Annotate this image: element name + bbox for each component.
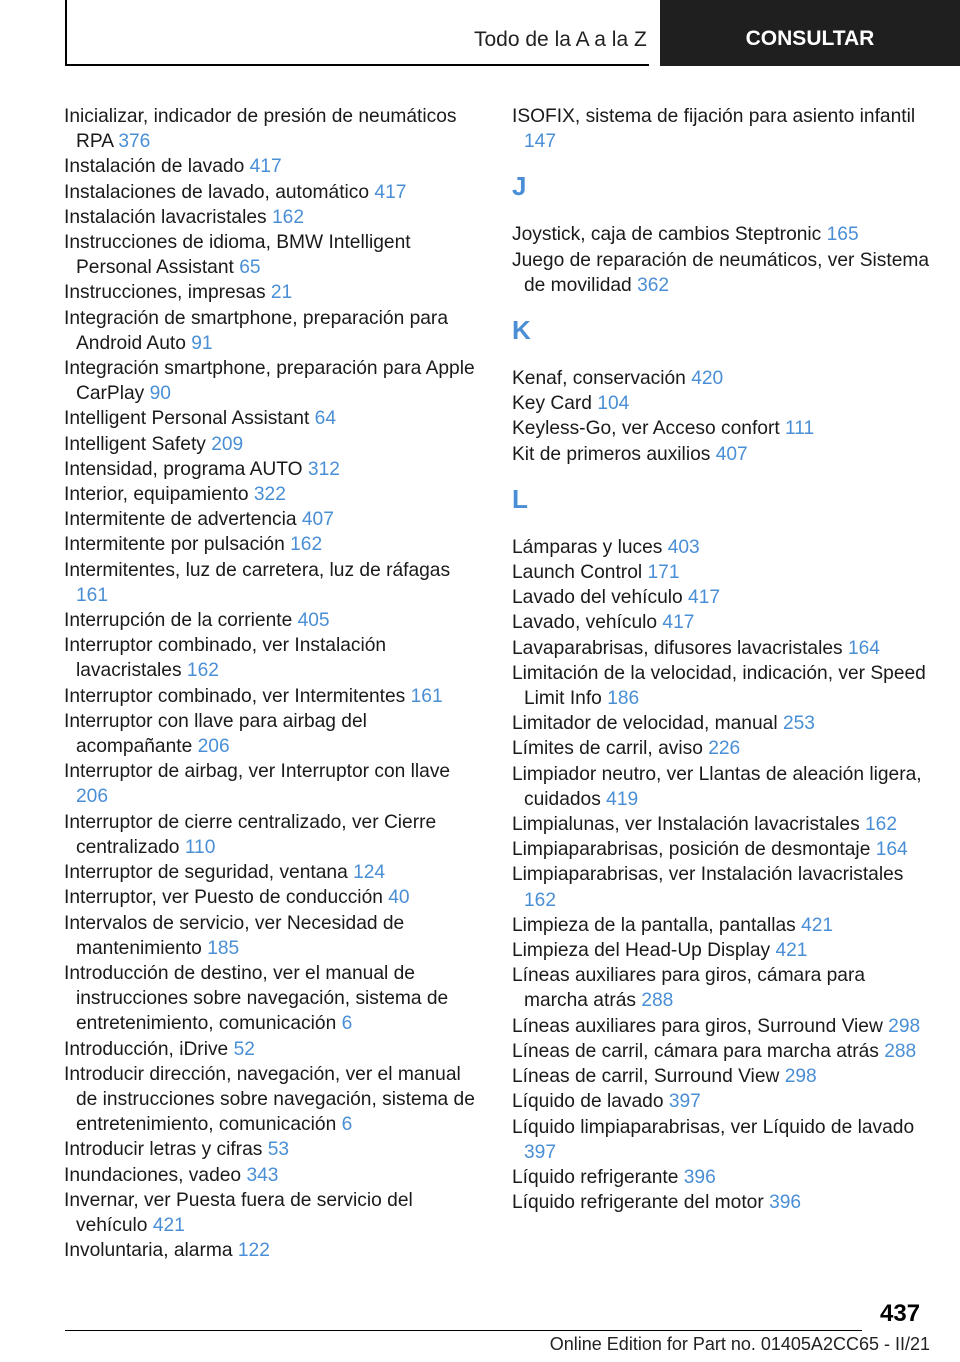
entry-text: Interrupción de la corriente (64, 610, 293, 632)
index-entry (512, 762, 932, 812)
page-link[interactable]: 162 (271, 206, 304, 228)
page-link[interactable]: 396 (769, 1192, 802, 1214)
section-letter: L (512, 483, 528, 514)
page-link[interactable]: 397 (524, 1141, 557, 1163)
index-entry (512, 222, 932, 247)
index-entry (512, 963, 932, 1013)
page-link[interactable]: 6 (341, 1013, 353, 1035)
entry-text: Intervalos de servicio, ver Necesidad de mantenimiento (64, 912, 405, 959)
index-entry (512, 560, 932, 585)
entry-text: Involuntaria, alarma (64, 1240, 233, 1262)
page-link[interactable]: 21 (270, 282, 293, 304)
page-number: 437 (880, 1300, 921, 1327)
entry-text: ISOFIX, sistema de fijación para asiento infantil (512, 106, 916, 127)
page-link[interactable]: 417 (688, 587, 721, 609)
entry-text: Intermitente por pulsación (64, 534, 285, 556)
index-entry (64, 205, 484, 230)
index-entry (64, 1062, 484, 1138)
index-entry (512, 535, 932, 560)
entry-text: Launch Control (512, 562, 643, 584)
page-link[interactable]: 288 (641, 990, 674, 1012)
index-entry (64, 180, 484, 205)
index-entry (64, 432, 484, 457)
entry-text: Límites de carril, aviso (512, 738, 703, 760)
entry-text: Limitación de la velocidad, indicación, ver Speed Limit Info (512, 662, 926, 710)
index-entry (64, 280, 484, 305)
entry-text: Inundaciones, vadeo (64, 1164, 242, 1186)
page-link[interactable]: 65 (239, 257, 261, 279)
page-link[interactable]: 420 (691, 368, 724, 390)
page-link[interactable]: 298 (888, 1015, 921, 1037)
entry-text: Intelligent Personal Assistant (64, 408, 310, 430)
page-link[interactable]: 417 (374, 181, 407, 203)
index-entry (64, 1163, 484, 1188)
index-entry (64, 457, 484, 482)
section-letter: J (512, 171, 527, 202)
page-link[interactable]: 421 (801, 914, 834, 936)
page-link[interactable]: 110 (184, 836, 216, 858)
index-entry (64, 532, 484, 557)
entry-text: Líneas de carril, cámara para marcha atrás (512, 1040, 879, 1062)
entry-text: Limpiaparabrisas, posición de desmontaje (512, 839, 871, 861)
index-entry (512, 1165, 932, 1190)
entry-text: Limpialunas, ver Instalación lavacristales (512, 814, 860, 836)
page-link[interactable]: 288 (884, 1040, 917, 1062)
index-entry (512, 661, 932, 711)
page-link[interactable]: 298 (784, 1066, 817, 1088)
footer-edition: Online Edition for Part no. 01405A2CC65 - II/21 (549, 1334, 930, 1354)
index-entry (512, 636, 932, 661)
index-entry (512, 1115, 932, 1165)
page-link[interactable]: 53 (267, 1139, 290, 1161)
index-entry (512, 248, 932, 298)
page-link[interactable]: 147 (524, 131, 557, 153)
index-entry (512, 938, 932, 963)
index-entry (64, 406, 484, 431)
entry-text: Intermitente de advertencia (64, 509, 297, 531)
index-entry (64, 306, 484, 356)
entry-text: Intermitentes, luz de carretera, luz de ráfagas (64, 559, 451, 581)
entry-text: Juego de reparación de neumáticos, ver Sistema de movilidad (512, 249, 930, 296)
entry-text: Invernar, ver Puesta fuera de servicio del vehículo (64, 1189, 413, 1236)
page-link[interactable]: 421 (152, 1214, 185, 1236)
entry-text: Limpiaparabrisas, ver Instalación lavacristales (512, 864, 904, 886)
entry-text: Key Card (512, 393, 592, 415)
entry-text: Lavado del vehículo (512, 587, 683, 609)
entry-text: Introducir letras y cifras (64, 1139, 263, 1161)
index-entry (64, 558, 484, 608)
entry-text: Instalaciones de lavado, automático (64, 181, 370, 203)
entry-text: Interruptor combinado, ver Intermitentes (64, 685, 406, 707)
index-entry (512, 366, 932, 391)
index-entry (512, 1039, 932, 1064)
page-link[interactable]: 6 (341, 1114, 353, 1136)
entry-text: Líquido refrigerante del motor (512, 1192, 764, 1214)
index-entry (64, 709, 484, 759)
page-link[interactable]: 162 (524, 889, 557, 911)
index-entry (64, 633, 484, 683)
index-entry (64, 356, 484, 406)
page-link[interactable]: 343 (246, 1164, 279, 1186)
page-link[interactable]: 161 (76, 584, 109, 606)
page-link[interactable]: 161 (410, 685, 443, 707)
entry-text: Limitador de velocidad, manual (512, 713, 778, 735)
entry-text: Kit de primeros auxilios (512, 443, 711, 465)
page-link[interactable]: 40 (388, 887, 410, 909)
index-entry (64, 104, 484, 154)
index-entry (64, 885, 484, 910)
page-link[interactable]: 376 (118, 131, 151, 153)
index-entry (512, 610, 932, 635)
page-link[interactable]: 186 (607, 688, 640, 710)
entry-text: Intelligent Safety (64, 433, 206, 455)
entry-text: Líquido refrigerante (512, 1166, 679, 1188)
index-entry (512, 812, 932, 837)
header-section-title: Todo de la A a la Z (474, 28, 647, 51)
index-entry (64, 961, 484, 1037)
section-letter: K (512, 315, 531, 346)
index-entry (512, 585, 932, 610)
page-link[interactable]: 421 (775, 940, 808, 962)
entry-text: Integración de smartphone, preparación para Android Auto (64, 307, 448, 354)
page-link[interactable]: 165 (826, 224, 859, 246)
index-entry (512, 1064, 932, 1089)
page-link[interactable]: 226 (708, 738, 741, 760)
index-entry (64, 230, 484, 280)
page-link[interactable]: 206 (197, 736, 230, 758)
page-link[interactable]: 253 (782, 713, 815, 735)
page-link[interactable]: 417 (249, 156, 282, 178)
entry-text: Interruptor con llave para airbag del acompañante (64, 710, 367, 758)
entry-text: Líneas de carril, Surround View (512, 1066, 780, 1088)
header-rule (65, 64, 649, 66)
footer-rule (65, 1330, 862, 1331)
index-column-right (512, 104, 932, 1215)
index-entry (512, 442, 932, 467)
entry-text: Interruptor, ver Puesto de conducción (64, 887, 383, 909)
page-link[interactable]: 111 (785, 418, 815, 440)
page-link[interactable]: 206 (76, 786, 109, 808)
index-entry (64, 860, 484, 885)
entry-text: Instalación lavacristales (64, 206, 267, 228)
index-entry (512, 837, 932, 862)
index-entry (64, 1238, 484, 1263)
page-link[interactable]: 185 (207, 937, 240, 959)
entry-text: Líneas auxiliares para giros, cámara para marcha atrás (512, 965, 866, 1012)
index-entry (512, 862, 932, 912)
index-entry (512, 711, 932, 736)
entry-text: Lavado, vehículo (512, 612, 658, 634)
page-link[interactable]: 164 (875, 839, 908, 861)
entry-text: Interruptor de seguridad, ventana (64, 862, 348, 884)
page-link[interactable]: 162 (865, 814, 898, 836)
page-link[interactable]: 104 (597, 393, 630, 415)
entry-text: Joystick, caja de cambios Steptronic (512, 224, 822, 246)
entry-text: Inicializar, indicador de presión de neumáticos RPA (64, 106, 457, 153)
index-entry (512, 1089, 932, 1114)
entry-text: Intensidad, programa AUTO (64, 458, 303, 480)
page-link[interactable]: 64 (314, 408, 337, 430)
index-entry (64, 759, 484, 809)
index-entry (64, 482, 484, 507)
entry-text: Keyless-Go, ver Acceso confort (512, 418, 780, 440)
index-entry (64, 810, 484, 860)
page-link[interactable]: 403 (667, 536, 700, 558)
index-entry (64, 1037, 484, 1062)
entry-text: Integración smartphone, preparación para Apple CarPlay (64, 358, 475, 405)
index-entry (512, 391, 932, 416)
entry-text: Kenaf, conservación (512, 368, 686, 390)
page-link[interactable]: 322 (253, 484, 286, 506)
page-link[interactable]: 124 (353, 862, 386, 884)
page-link[interactable]: 362 (637, 274, 670, 296)
entry-text: Limpiador neutro, ver Llantas de aleación ligera, cuidados (512, 763, 922, 810)
header-tab-consultar[interactable]: CONSULTAR (660, 0, 960, 66)
entry-text: Introducir dirección, navegación, ver el manual de instrucciones sobre navegación, sistema de entretenimiento, comunicación (64, 1063, 475, 1136)
page-link[interactable]: 209 (211, 433, 244, 455)
page-link[interactable]: 407 (301, 509, 334, 531)
entry-text: Limpieza del Head-Up Display (512, 940, 771, 962)
page-link[interactable]: 162 (186, 660, 219, 682)
entry-text: Interruptor de airbag, ver Interruptor con llave (64, 761, 451, 783)
index-entry (64, 1188, 484, 1238)
page-link[interactable]: 164 (847, 637, 880, 659)
entry-text: Líneas auxiliares para giros, Surround View (512, 1015, 883, 1037)
index-entry (512, 104, 932, 154)
page-link[interactable]: 171 (647, 562, 680, 584)
index-entry (64, 608, 484, 633)
index-entry (512, 1014, 932, 1039)
entry-text: Instalación de lavado (64, 156, 245, 178)
page-link[interactable]: 52 (233, 1038, 255, 1060)
index-entry (512, 1190, 932, 1215)
page-link[interactable]: 417 (662, 612, 695, 634)
page-link[interactable]: 397 (668, 1091, 701, 1113)
entry-text: Introducción de destino, ver el manual de instrucciones sobre navegación, sistema de entretenimiento, comunicación (64, 962, 449, 1035)
entry-text: Interruptor de cierre centralizado, ver Cierre centralizado (64, 811, 437, 858)
entry-text: Lavaparabrisas, difusores lavacristales (512, 637, 843, 659)
entry-text: Instrucciones, impresas (64, 282, 266, 304)
page-link[interactable]: 91 (191, 332, 213, 354)
page-link[interactable]: 396 (683, 1166, 716, 1188)
entry-text: Instrucciones de idioma, BMW Intelligent Personal Assistant (64, 232, 411, 279)
index-entry (64, 1137, 484, 1162)
page-link[interactable]: 419 (606, 788, 639, 810)
page-link[interactable]: 312 (307, 458, 340, 480)
page-link[interactable]: 162 (290, 534, 323, 556)
entry-text: Interior, equipamiento (64, 484, 249, 506)
index-entry (64, 911, 484, 961)
entry-text: Introducción, iDrive (64, 1038, 229, 1060)
page-link[interactable]: 407 (715, 443, 748, 465)
index-entry (512, 416, 932, 441)
index-entry (64, 154, 484, 179)
page-link[interactable]: 90 (149, 383, 171, 405)
entry-text: Líquido limpiaparabrisas, ver Líquido de lavado (512, 1116, 915, 1138)
index-entry (64, 684, 484, 709)
index-entry (64, 507, 484, 532)
entry-text: Líquido de lavado (512, 1091, 664, 1113)
index-column-left (64, 104, 484, 1263)
index-entry (512, 913, 932, 938)
header-left-border (65, 0, 67, 66)
page-link[interactable]: 122 (237, 1240, 270, 1262)
entry-text: Lámparas y luces (512, 536, 663, 558)
entry-text: Interruptor combinado, ver Instalación lavacristales (64, 635, 387, 682)
page-link[interactable]: 405 (297, 610, 330, 632)
entry-text: Limpieza de la pantalla, pantallas (512, 914, 796, 936)
index-entry (512, 736, 932, 761)
